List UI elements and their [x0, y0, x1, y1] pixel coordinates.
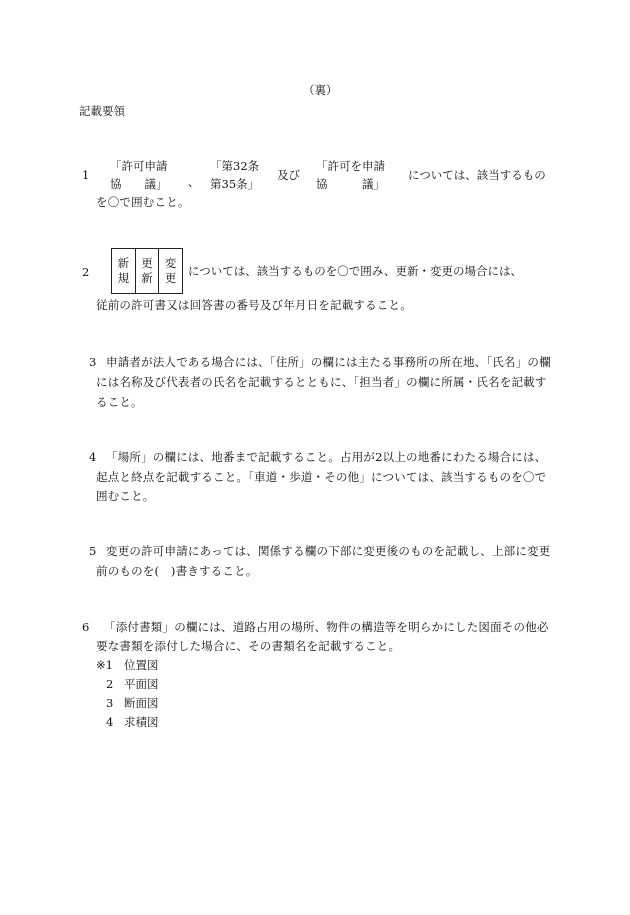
term-articles	[210, 161, 259, 190]
attachment-note-label: 求積図	[124, 715, 159, 729]
term-line: 「第32条	[210, 159, 260, 173]
item-conjunction: 及び	[277, 168, 300, 182]
term-permission	[316, 161, 385, 190]
term-permit-application	[110, 161, 168, 190]
item-text: 申請者が法人である場合には、「住所」の欄には主たる事務所の所在地、「氏名」の欄	[106, 355, 551, 369]
term-line: 第35条」	[210, 176, 260, 191]
table-cell: 更	[164, 271, 177, 285]
item-number: 1	[82, 168, 90, 182]
term-line: 協 議」	[110, 176, 168, 191]
item-text: 要な書類を添付した場合に、その書類名を記載すること。	[96, 639, 401, 653]
item-text: 「添付書類」の欄には、道路占用の場所、物件の構造等を明らかにした図面その他必	[104, 620, 549, 634]
item-text: ること。	[96, 395, 143, 409]
item-text: 起点と終点を記載すること。「車道・歩道・その他」については、該当するものを〇で	[96, 470, 547, 484]
attachment-note-number: ※1	[96, 658, 113, 672]
item-number: 3	[89, 355, 97, 369]
item-comma: 、	[188, 175, 200, 189]
item-text: には名称及び代表者の氏名を記載するとともに、「担当者」の欄に所属・氏名を記載す	[96, 375, 547, 389]
table-cell: 新	[141, 271, 153, 285]
registration-type-table	[111, 248, 183, 294]
item-text: 変更の許可申請にあっては、関係する欄の下部に変更後のものを記載し、上部に変更	[106, 544, 551, 558]
reverse-side-label: （裏）	[303, 83, 338, 97]
item-number: 4	[89, 450, 97, 464]
table-cell: 更	[141, 255, 153, 270]
item-text: 従前の許可書又は回答書の番号及び年月日を記載すること。	[96, 298, 412, 312]
table-column-renewal	[136, 249, 160, 293]
attachment-note-label: 断面図	[124, 696, 159, 710]
item-text: 「場所」の欄には、地番まで記載すること。占用が2以上の地番にわたる場合には、	[106, 450, 547, 464]
table-cell: 新	[117, 255, 130, 270]
item-text: については、該当するもの	[408, 168, 546, 182]
attachment-note-number: 4	[106, 715, 114, 729]
item-number: 5	[89, 544, 97, 558]
item-text: については、該当するものを〇で囲み、更新・変更の場合には、	[188, 264, 522, 278]
attachment-note-label: 位置図	[124, 658, 159, 672]
item-text: 囲むこと。	[96, 489, 155, 503]
table-column-change	[159, 249, 182, 293]
attachment-note-label: 平面図	[124, 677, 159, 691]
item-text: 前のものを( )書きすること。	[96, 564, 258, 578]
item-text: を〇で囲むこと。	[96, 195, 190, 209]
table-cell: 規	[117, 271, 130, 285]
table-column-new	[112, 249, 136, 293]
term-line: 「許可を申請	[316, 159, 385, 173]
item-number: 6	[82, 620, 90, 634]
attachment-note-number: 3	[106, 696, 114, 710]
table-cell: 変	[164, 255, 177, 270]
term-line: 協 議」	[316, 176, 385, 191]
attachment-note-number: 2	[106, 677, 114, 691]
section-title: 記載要領	[79, 104, 125, 118]
item-number: 2	[82, 265, 90, 279]
term-line: 「許可申請	[110, 159, 168, 173]
